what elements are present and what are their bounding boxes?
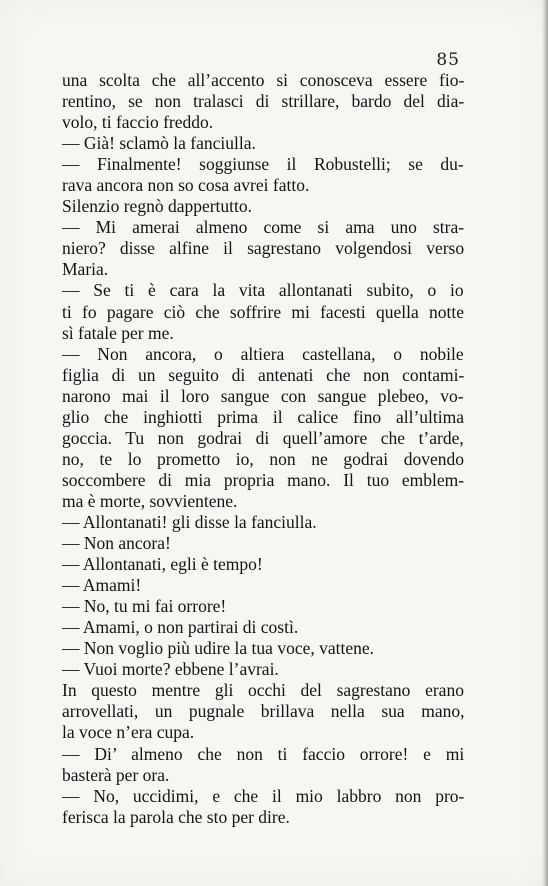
- text-line: sì fatale per me.: [62, 322, 174, 343]
- text-line: — Allontanati, egli è tempo!: [62, 554, 263, 575]
- text-line: — Vuoi morte? ebbene l’avrai.: [62, 659, 279, 680]
- text-line: la voce n’era cupa.: [62, 722, 195, 743]
- text-line: figlia di un seguito di antenati che non contami-: [62, 364, 464, 385]
- text-line: — Allontanati! gli disse la fanciulla.: [62, 511, 317, 532]
- text-line: — Di’ almeno che non ti faccio orrore! e mi: [62, 743, 464, 764]
- text-line: niero? disse alfine il sagrestano volgendosi verso: [62, 238, 464, 259]
- text-line: — Non ancora!: [62, 533, 171, 554]
- text-line: ma è morte, sovvientene.: [62, 490, 238, 511]
- text-line: — Finalmente! soggiunse il Robustelli; se du-: [62, 154, 464, 175]
- text-line: — No, tu mi fai orrore!: [62, 596, 227, 617]
- text-line: — Amami, o non partirai di costì.: [62, 617, 299, 638]
- text-line: ferisca la parola che sto per dire.: [62, 806, 290, 827]
- text-line: no, te lo prometto io, non ne godrai dovendo: [62, 448, 464, 469]
- text-line: — Già! sclamò la fanciulla.: [62, 133, 256, 154]
- text-line: rava ancora non so cosa avrei fatto.: [62, 175, 310, 196]
- text-line: — No, uccidimi, e che il mio labbro non pro-: [62, 785, 464, 806]
- text-line: In questo mentre gli occhi del sagrestano erano: [62, 680, 464, 701]
- text-line: — Mi amerai almeno come si ama uno stra-: [62, 217, 464, 238]
- text-line: — Se ti è cara la vita allontanati subito, o io: [62, 280, 464, 301]
- text-line: — Amami!: [62, 575, 142, 596]
- text-line: soccombere di mia propria mano. Il tuo emblem-: [62, 469, 464, 490]
- text-line: una scolta che all’accento si conosceva essere fio-: [62, 70, 464, 90]
- text-line: — Non voglio più udire la tua voce, vattene.: [62, 638, 375, 659]
- text-line: arrovellati, un pugnale brillava nella sua mano,: [62, 701, 464, 722]
- body-text: [62, 70, 464, 828]
- text-line: — Non ancora, o altiera castellana, o nobile: [62, 343, 464, 364]
- text-line: ti fo pagare ciò che soffrire mi facesti quella notte: [62, 301, 464, 322]
- text-line: Maria.: [62, 259, 109, 280]
- text-line: Silenzio regnò dappertutto.: [62, 196, 253, 217]
- text-line: rentino, se non tralasci di strillare, bardo del dia-: [62, 91, 464, 112]
- page-edge-shadow: [542, 0, 548, 886]
- text-line: glio che inghiotti prima il calice fino all’ultima: [62, 406, 464, 427]
- text-line: goccia. Tu non godrai di quell’amore che t’arde,: [62, 427, 464, 448]
- text-line: narono mai il loro sangue con sangue plebeo, vo-: [62, 385, 464, 406]
- text-line: basterà per ora.: [62, 764, 170, 785]
- text-line: volo, ti faccio freddo.: [62, 112, 214, 133]
- page-number: 85: [436, 50, 460, 70]
